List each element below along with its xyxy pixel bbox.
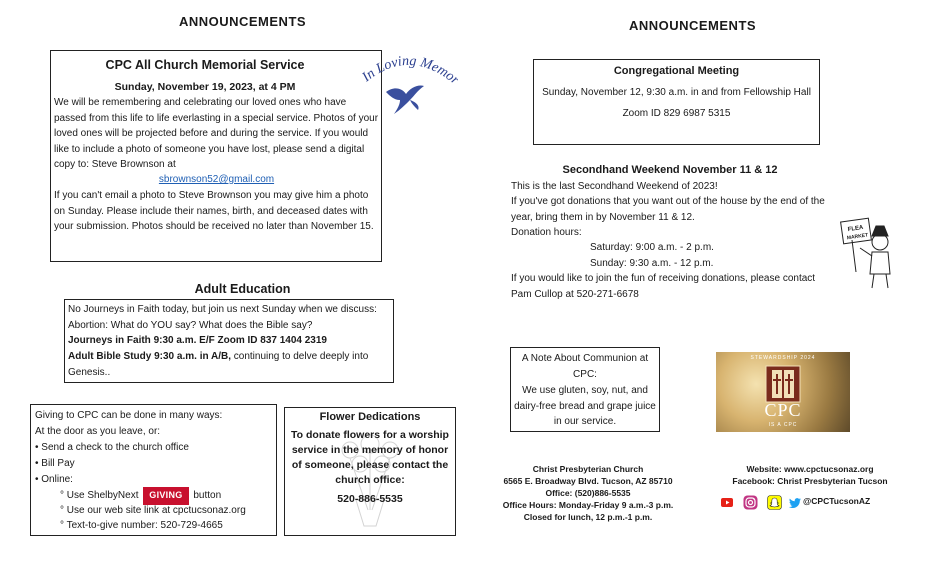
giving-sub-shelby-post: button — [193, 490, 222, 501]
secondhand-sun: Sunday: 9:30 a.m. - 12 p.m. — [590, 258, 714, 269]
memorial-date: Sunday, November 19, 2023, at 4 PM — [114, 81, 296, 93]
logo-text: In Loving Memo — [359, 53, 458, 86]
instagram-icon[interactable] — [743, 495, 758, 510]
congregational-line1: Sunday, November 12, 9:30 a.m. in and from Fellowship Hall — [542, 87, 811, 98]
giving-line2: At the door as you leave, or: — [35, 426, 161, 437]
communion-body: We use gluten, soy, nut, and dairy-free bread and grape juice in our service. — [514, 385, 656, 427]
facebook-text[interactable]: Facebook: Christ Presbyterian Tucson — [732, 476, 888, 486]
giving-item-online: • Online: — [35, 474, 73, 485]
secondhand-line4: If you would like to join the fun of receiving donations, please contact Pam Cullop at 520-271-6678 — [511, 273, 816, 300]
church-address: 6565 E. Broadway Blvd. Tucson, AZ 85710 — [503, 476, 673, 486]
congregational-title: Congregational Meeting — [613, 65, 740, 77]
giving-sub-text: ° Text-to-give number: 520-729-4665 — [60, 520, 223, 531]
adult-ed-line1: No Journeys in Faith today, but join us next Sunday when we discuss: Abortion: What do YOU say? What does the Bible say? — [68, 304, 377, 331]
communion-title: A Note About Communion at CPC: — [521, 353, 649, 380]
flea-sign-text1: FLEA — [847, 224, 864, 234]
giving-sub-web: ° Use our web site link at cpctucsonaz.org — [60, 505, 246, 516]
adult-ed-line3 — [68, 349, 390, 380]
adult-ed-line2: Journeys in Faith 9:30 a.m. E/F Zoom ID 837 1404 2319 — [68, 335, 327, 346]
in-loving-memory-logo — [358, 44, 458, 124]
memorial-top-line — [50, 50, 360, 51]
website-text[interactable]: Website: www.cpctucsonaz.org — [746, 464, 874, 474]
memorial-body2: If you can't email a photo to Steve Brownson you may give him a photo on Sunday. Please include their names, birth, and deceased dates with your submission. Photos should be received no later than November 15. — [54, 190, 374, 232]
youtube-icon[interactable] — [721, 498, 733, 507]
giving-button[interactable]: GIVING — [143, 487, 188, 505]
giving-item-billpay: • Bill Pay — [35, 458, 75, 469]
snapchat-icon[interactable] — [767, 495, 782, 510]
giving-line1: Giving to CPC can be done in many ways: — [35, 410, 223, 421]
memorial-email-link[interactable]: sbrownson52@gmail.com — [158, 174, 275, 185]
church-name: Christ Presbyterian Church — [532, 464, 644, 474]
secondhand-line3: Donation hours: — [511, 227, 582, 238]
adult-ed-line3-bold: Adult Bible Study 9:30 a.m. in A/B, — [68, 351, 231, 362]
memorial-body1: We will be remembering and celebrating our loved ones who have passed from this life to life everlasting in a special service. Photos of your loved ones will be projected before and during the service. If you would like to include a photo of someone you have lost, please send a digital copy to: Steve Brownson at — [54, 97, 379, 170]
church-lunch: Closed for lunch, 12 p.m.-1 p.m. — [523, 512, 653, 522]
cpc-logo-sub: IS A CPC — [768, 422, 798, 428]
secondhand-title: Secondhand Weekend November 11 & 12 — [562, 164, 778, 176]
right-heading: ANNOUNCEMENTS — [628, 18, 757, 33]
left-heading: ANNOUNCEMENTS — [178, 14, 307, 29]
flowers-title: Flower Dedications — [319, 411, 421, 423]
twitter-icon[interactable] — [789, 498, 801, 508]
social-row — [721, 494, 921, 512]
giving-sub-shelby — [60, 487, 221, 505]
church-hours: Office Hours: Monday-Friday 9 a.m.-3 p.m. — [502, 500, 674, 510]
giving-item-check: • Send a check to the church office — [35, 442, 189, 453]
adult-ed-line3-rest: continuing to delve deeply into Genesis.. — [68, 351, 369, 378]
social-handle[interactable]: @CPCTucsonAZ — [803, 496, 871, 506]
flowers-body: To donate flowers for a worship service in the memory of honor of someone, please contact the church office: — [291, 429, 449, 486]
cpc-stewardship-logo — [716, 352, 850, 432]
secondhand-line2: If you've got donations that you want out of the house by the end of the year, bring them in by November 11 & 12. — [511, 196, 825, 223]
cpc-logo-top: STEWARDSHIP 2024 — [750, 355, 816, 361]
cross-icon — [764, 364, 802, 404]
secondhand-sat: Saturday: 9:00 a.m. - 2 p.m. — [590, 242, 714, 253]
flowers-phone: 520-886-5535 — [337, 493, 403, 505]
dove-icon — [386, 85, 424, 114]
cpc-logo-main: CPC — [764, 400, 802, 420]
church-office: Office: (520)886-5535 — [545, 488, 631, 498]
adult-ed-title: Adult Education — [194, 282, 291, 296]
memorial-title: CPC All Church Memorial Service — [105, 58, 305, 72]
memorial-email[interactable] — [54, 172, 379, 188]
flea-sign-text2: MARKET — [846, 232, 869, 242]
congregational-zoom: Zoom ID 829 6987 5315 — [622, 108, 731, 119]
giving-sub-shelby-pre: ° Use ShelbyNext — [60, 490, 139, 501]
secondhand-line1: This is the last Secondhand Weekend of 2023! — [511, 181, 718, 192]
flea-market-illustration — [838, 212, 898, 290]
